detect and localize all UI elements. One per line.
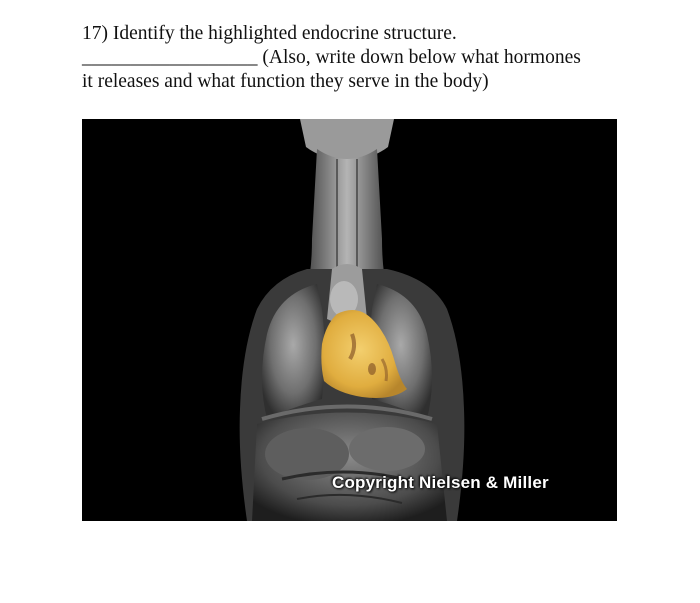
question-line-1: 17) Identify the highlighted endocrine structure. (82, 23, 457, 44)
question-line-2-answer-blank: __________________ (Also, write down below what hormones (82, 47, 581, 68)
torso-illustration (82, 119, 617, 521)
question-line-3: it releases and what function they serve in the body) (82, 71, 489, 92)
jaw-region (300, 119, 394, 161)
question-text (82, 22, 642, 94)
copyright-watermark: Copyright Nielsen & Miller (332, 473, 549, 492)
anatomy-image (82, 119, 617, 521)
